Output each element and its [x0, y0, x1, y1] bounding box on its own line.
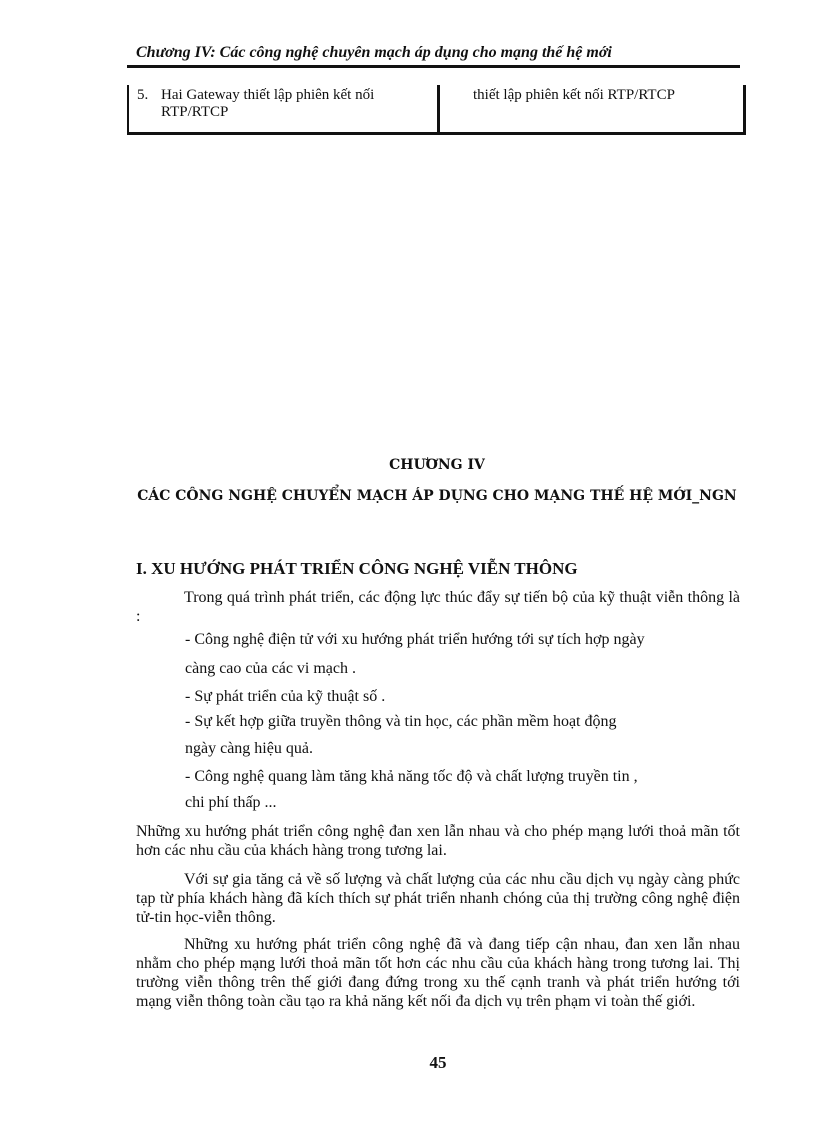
bullet-4-line-2: chi phí thấp ... — [185, 794, 277, 811]
header-rule — [127, 65, 740, 68]
bullet-1-line-1: - Công nghệ điện tử với xu hướng phát triển hướng tới sự tích hợp ngày — [185, 631, 645, 648]
chapter-subtitle: CÁC CÔNG NGHỆ CHUYỂN MẠCH ÁP DỤNG CHO MẠNG THẾ HỆ MỚI_NGN — [137, 488, 737, 504]
intro-paragraph: Trong quá trình phát triển, các động lực thúc đẩy sự tiến bộ của kỹ thuật viễn thông là : — [136, 589, 740, 625]
table-fragment — [127, 85, 746, 135]
table-cell-right-text: thiết lập phiên kết nối RTP/RTCP — [473, 87, 675, 103]
paragraph-3: Những xu hướng phát triển công nghệ đã và đang tiếp cận nhau, đan xen lẫn nhau nhằm cho phép mạng lưới thoả mãn tốt hơn các nhu cầu của khách hàng trong tương lai. Thị trường viễn thông trên thế giới đang đứng trong xu thế cạnh tranh và phát triển hướng tới mạng viễn thông toàn cầu tạo ra khả năng kết nối đa dịch vụ trên phạm vi toàn thế giới. — [136, 936, 740, 1010]
table-cell-left-text: Hai Gateway thiết lập phiên kết nối RTP/RTCP — [161, 87, 375, 120]
bullet-3-line-1: - Sự kết hợp giữa truyền thông và tin học, các phần mềm hoạt động — [185, 713, 617, 730]
paragraph-2: Với sự gia tăng cả về số lượng và chất lượng của các nhu cầu dịch vụ ngày càng phức tạp từ phía khách hàng đã kích thích sự phát triển nhanh chóng của thị trường công nghệ điện tử-tin học-viễn thông. — [136, 871, 740, 926]
bullet-1-line-2: càng cao của các vi mạch . — [185, 660, 357, 677]
chapter-title: CHƯƠNG IV — [389, 457, 485, 473]
bullet-2: - Sự phát triển của kỹ thuật số . — [185, 688, 386, 705]
bullet-4-line-1: - Công nghệ quang làm tăng khả năng tốc độ và chất lượng truyền tin , — [185, 768, 638, 785]
table-column-divider — [437, 85, 440, 132]
bullet-3-line-2: ngày càng hiệu quả. — [185, 740, 313, 757]
section-heading: I. XU HƯỚNG PHÁT TRIỂN CÔNG NGHỆ VIỄN THÔNG — [136, 559, 578, 578]
page-header-title: Chương IV: Các công nghệ chuyên mạch áp dụng cho mạng thế hệ mới — [136, 44, 612, 61]
paragraph-1: Những xu hướng phát triển công nghệ đan xen lẫn nhau và cho phép mạng lưới thoả mãn tốt hơn các nhu cầu của khách hàng trong tương lai. — [136, 823, 740, 859]
page-number: 45 — [429, 1053, 447, 1072]
table-row-number: 5. — [137, 87, 149, 103]
